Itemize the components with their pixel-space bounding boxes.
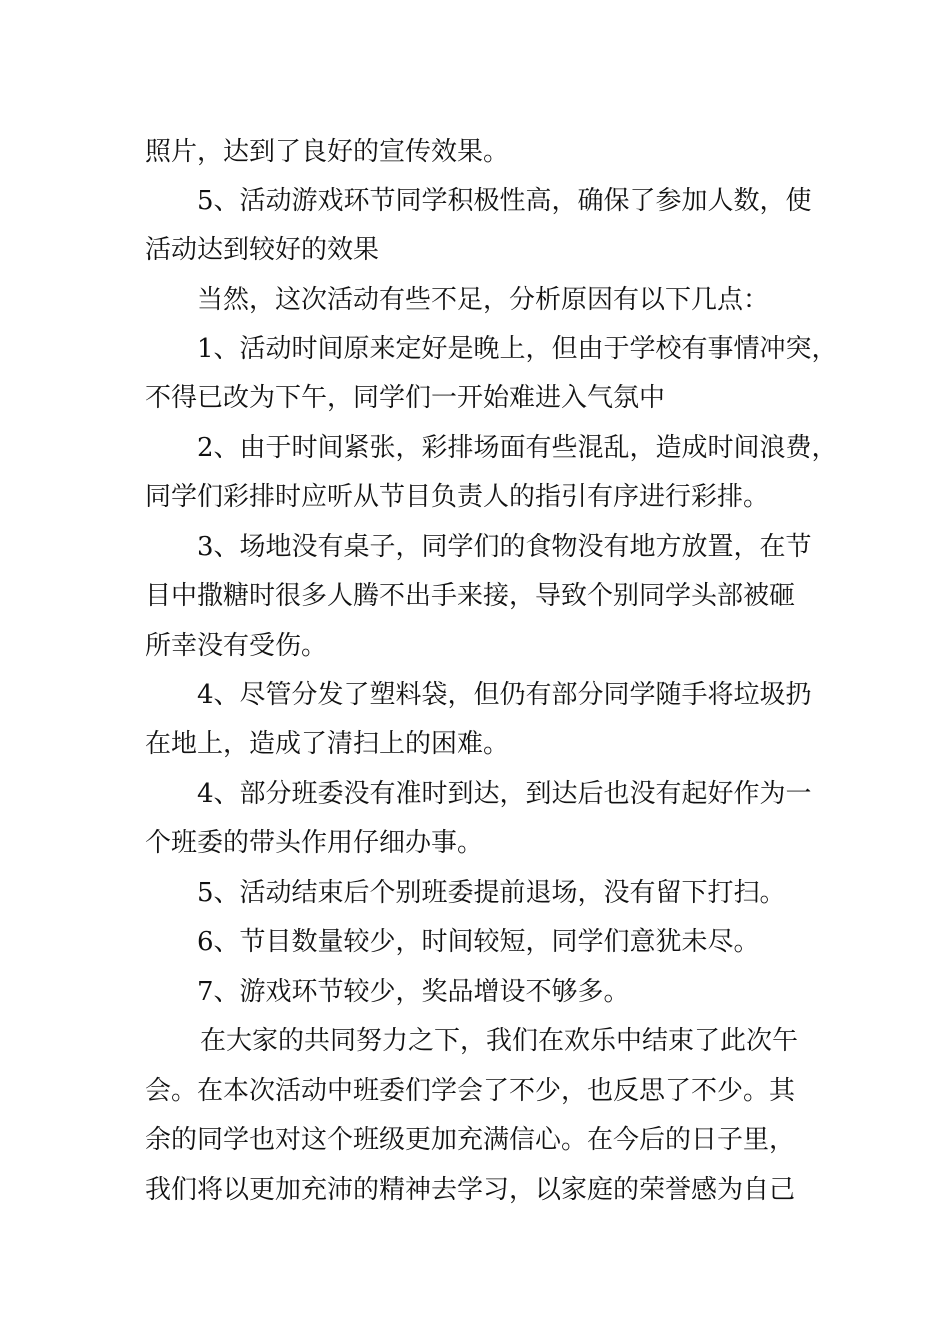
- text-line: 3、场地没有桌子，同学们的食物没有地方放置，在节: [197, 532, 812, 562]
- text-line: 5、活动游戏环节同学积极性高，确保了参加人数，使: [197, 186, 812, 216]
- text-line: 在大家的共同努力之下，我们在欢乐中结束了此次午: [200, 1026, 799, 1056]
- text-line: 1、活动时间原来定好是晚上，但由于学校有事情冲突，: [197, 334, 838, 364]
- text-line: 会。在本次活动中班委们学会了不少，也反思了不少。其: [145, 1076, 796, 1106]
- text-line: 同学们彩排时应听从节目负责人的指引有序进行彩排。: [145, 482, 770, 512]
- text-line: 活动达到较好的效果: [145, 235, 380, 265]
- text-line: 照片，达到了良好的宣传效果。: [145, 137, 510, 167]
- text-line: 在地上，造成了清扫上的困难。: [145, 729, 510, 759]
- text-line: 个班委的带头作用仔细办事。: [145, 828, 484, 858]
- text-line: 4、尽管分发了塑料袋，但仍有部分同学随手将垃圾扔: [197, 680, 812, 710]
- text-line: 当然，这次活动有些不足，分析原因有以下几点：: [197, 285, 770, 315]
- text-line: 7、游戏环节较少，奖品增设不够多。: [197, 977, 630, 1007]
- text-line: 目中撒糖时很多人腾不出手来接，导致个别同学头部被砸: [145, 581, 796, 611]
- text-line: 5、活动结束后个别班委提前退场，没有留下打扫。: [197, 878, 786, 908]
- text-line: 我们将以更加充沛的精神去学习，以家庭的荣誉感为自己: [145, 1175, 796, 1205]
- text-line: 不得已改为下午，同学们一开始难进入气氛中: [145, 383, 666, 413]
- text-line: 6、节目数量较少，时间较短，同学们意犹未尽。: [197, 927, 760, 957]
- text-line: 2、由于时间紧张，彩排场面有些混乱，造成时间浪费，: [197, 433, 838, 463]
- text-line: 余的同学也对这个班级更加充满信心。在今后的日子里，: [145, 1125, 796, 1155]
- text-line: 4、部分班委没有准时到达，到达后也没有起好作为一: [197, 779, 812, 809]
- text-line: 所幸没有受伤。: [145, 631, 328, 661]
